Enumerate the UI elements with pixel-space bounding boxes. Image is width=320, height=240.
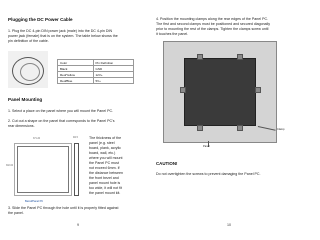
panel-callout-label: Panel — [203, 145, 210, 148]
dimension-height: 302.00 — [6, 165, 14, 167]
mounting-clamp — [197, 54, 203, 60]
page-number-left: 9 — [77, 223, 79, 227]
panel-pc-photo — [163, 41, 277, 143]
right-page — [150, 0, 300, 232]
thickness-line-5: where you will mount — [89, 156, 123, 160]
side-profile — [74, 143, 79, 196]
cable-loop-inner — [20, 63, 40, 81]
cut-line-1: 2. Cut out a shape on the panel that corresponds to the Panel PC's — [8, 119, 115, 123]
thickness-line-11: too wide, it will not fit — [89, 186, 122, 190]
thickness-line-9: the front bezel and — [89, 176, 119, 180]
position-line-2: The first and second clamps must be positioned and secured diagonally — [156, 22, 271, 26]
thickness-line-3: board, plank, acrylic — [89, 146, 121, 150]
panel-pc-rear — [184, 58, 256, 126]
left-page — [0, 0, 150, 232]
cut-line-2: rear dimensions. — [8, 124, 35, 128]
thickness-line-12: the panel mount kit. — [89, 191, 121, 195]
dimension-width: 371.20 — [33, 138, 41, 140]
mounting-clamp — [197, 125, 203, 131]
position-line-1: 4. Position the mounting clamps along the rear edges of the Panel PC. — [156, 17, 269, 21]
plug-line-1: 1. Plug the DC 4-pin DIN power jack (male) into the DC 4-pin DIN — [8, 29, 113, 33]
mounting-clamp — [237, 54, 243, 60]
bezel-label: Bezel/Panel PC — [25, 200, 44, 203]
thickness-line-6: the Panel PC must — [89, 161, 119, 165]
page-number-right: 10 — [227, 223, 231, 227]
plug-line-2: power jack (female) that is on the system. The table below shows the — [8, 34, 118, 38]
thickness-line-2: panel (e.g. steel — [89, 141, 115, 145]
pin-table — [57, 59, 134, 84]
pin-def-cell: 5V+ — [93, 78, 133, 84]
cable-photo — [8, 51, 48, 88]
thickness-line-10: panel mount hole is — [89, 181, 121, 185]
heading-panel-mounting: Panel Mounting — [8, 97, 43, 102]
position-line-4: it touches the panel. — [156, 32, 189, 36]
heading-plugging-cable: Plugging the DC Power Cable — [8, 17, 73, 22]
plug-line-3: pin definition of the cable. — [8, 39, 49, 43]
pin-table-header-pin: Pin Definition — [93, 60, 133, 66]
mounting-clamp — [180, 87, 186, 93]
thickness-line-7: not exceed 6mm. If — [89, 166, 120, 170]
pin-color-cell: Black — [58, 66, 94, 72]
position-line-3: prior to mounting the rest of the clamps. Tighten the clamps screw until — [156, 27, 269, 31]
caution-title: CAUTION! — [156, 161, 178, 166]
mounting-clamp — [237, 125, 243, 131]
mounting-clamp — [255, 87, 261, 93]
thickness-line-1: The thickness of the — [89, 136, 122, 140]
cutout-outer-outline — [14, 143, 72, 196]
pin-color-cell: Red/Yellow — [58, 72, 94, 78]
thickness-line-4: board, wall, etc.) — [89, 151, 116, 155]
pin-table-header-color: Color — [58, 60, 94, 66]
pin-def-cell: 12V+ — [93, 72, 133, 78]
pin-def-cell: GND — [93, 66, 133, 72]
thickness-line-8: the distance between — [89, 171, 123, 175]
select-line: 1. Select a place on the panel where you will mount the Panel PC. — [8, 109, 114, 113]
caution-text: Do not overtighten the screws to prevent damaging the Panel PC. — [156, 172, 261, 176]
slide-line-1: 3. Slide the Panel PC through the hole until it is properly fitted against — [8, 206, 119, 210]
dimension-corner-radius: R4.5 — [73, 137, 78, 139]
clamp-callout-label: Clamp — [277, 128, 285, 131]
slide-line-2: the panel. — [8, 211, 24, 215]
pin-color-cell: Red/Blue — [58, 78, 94, 84]
